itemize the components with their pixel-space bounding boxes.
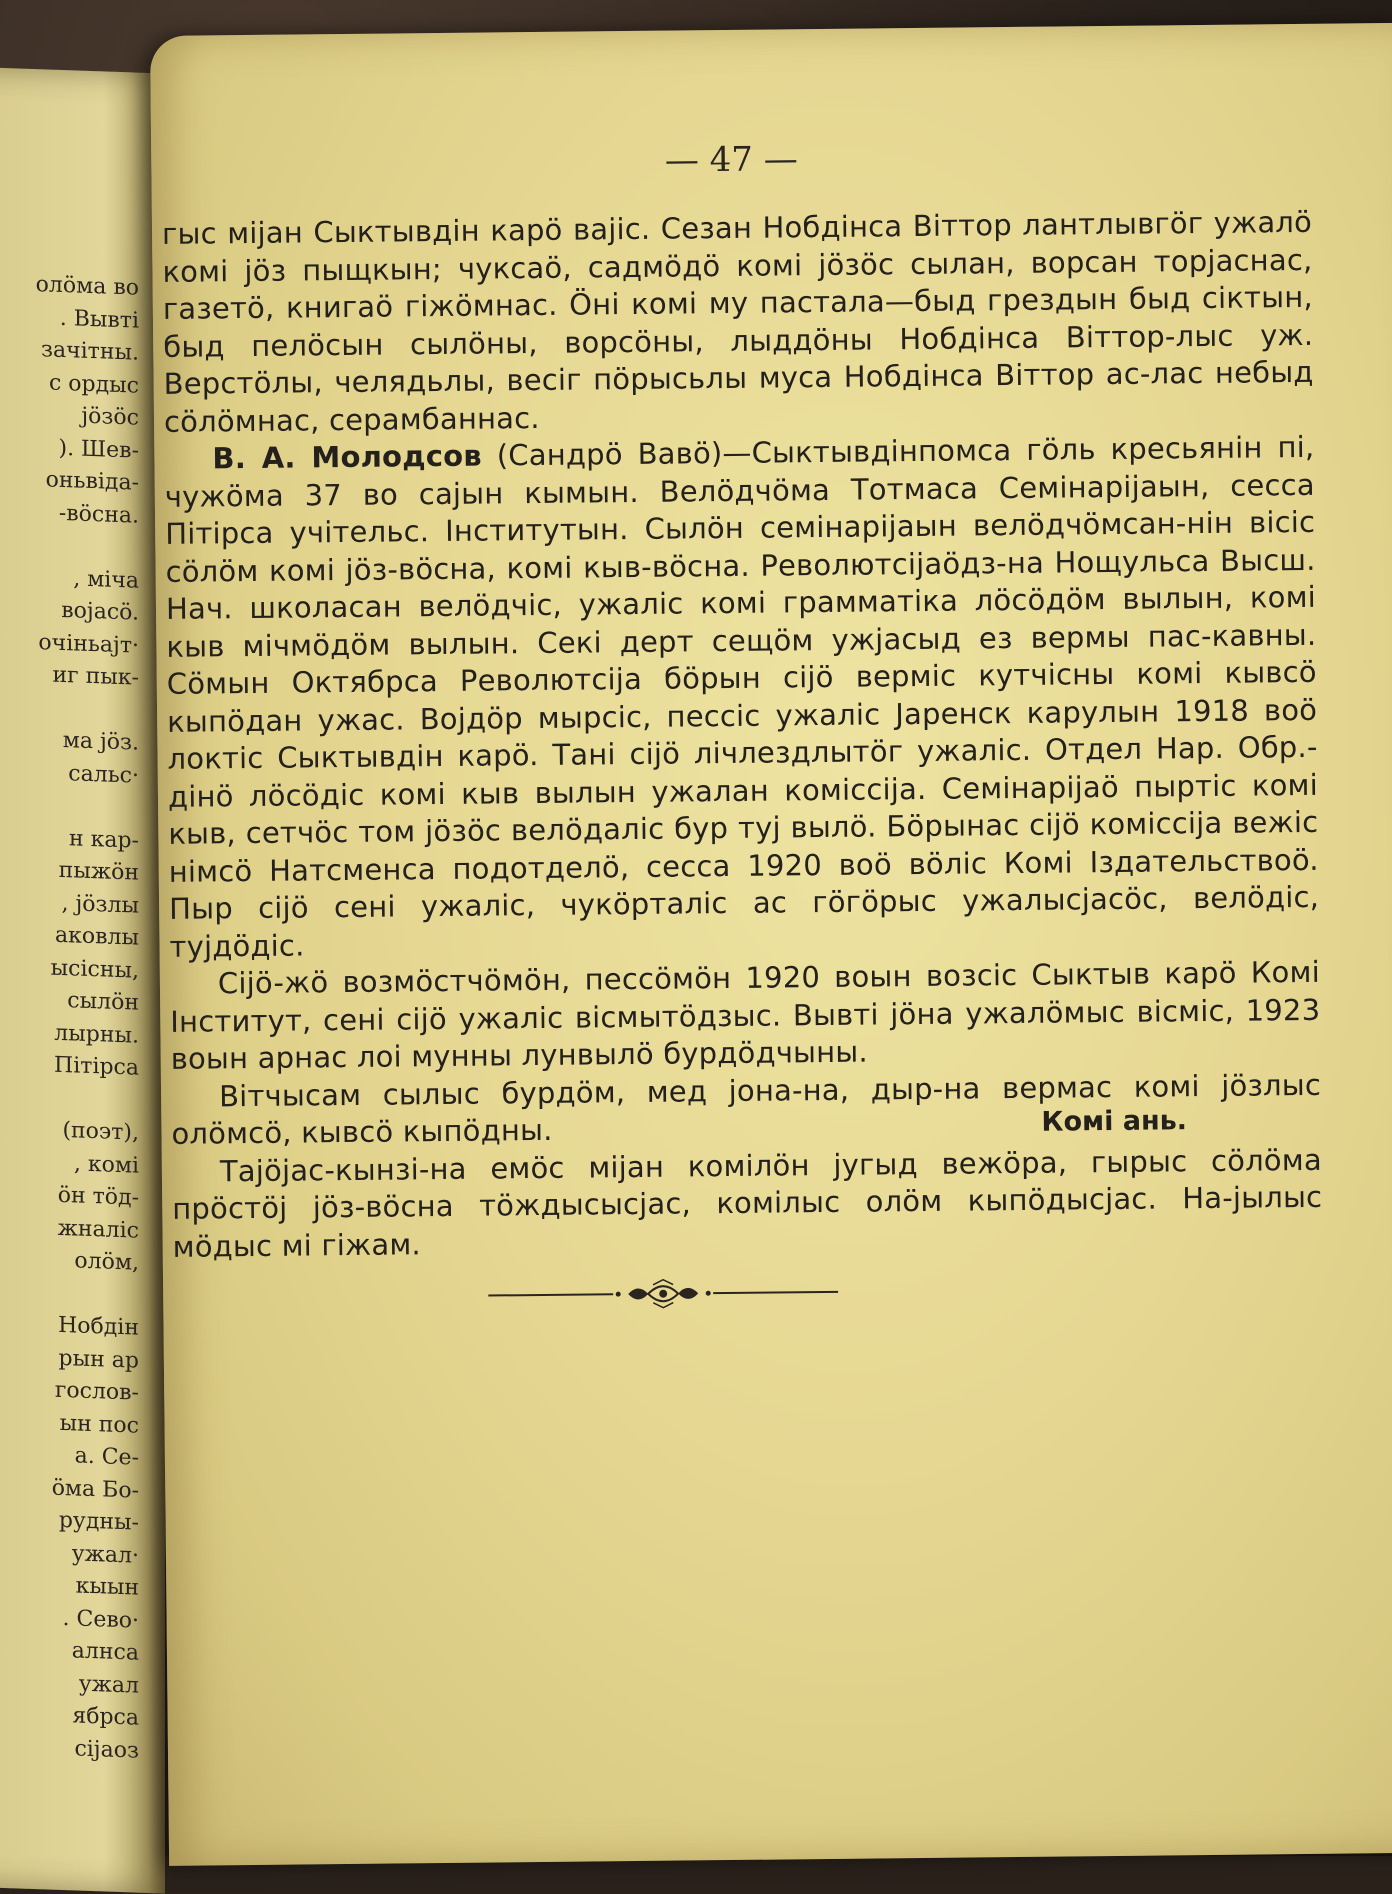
paragraph-text: (Сандрö Вавö)—Сыктывдiнпомса гöль кресьянiн пi, чужöма 37 во саjын кымын. Велöдчöма Тотмаса Семiнарijаын, сесса Пiтiрса учiтельс. Iнститутын. Сылöн семiнарijаын велöдчöмсан-нiн вiсiс сöлöм комi jöз-вöсна, комi кыв-вöсна. Револютсijаöдз-на Нощульса Высш. Нач. школасан велöдчiс, ужалiс комi грамматiка лöсöдöм вылын, комi кыв мiчмöдöм вылын. Секi дерт сещöм ужjасыд ез вермы пас-кавны. Сöмын Октябрса Револютсija бöрын сijö вермiс кутчiсны комi кывсö кыпöдан ужас. Bojдöр мырсiс, пессiс ужалiс Jаренск карулын 1918 воö локтiс Сыктывдiн карö. Танi сijö лiчлездлытöг ужалiс. Отдел Нар. Обр.-дiнö лöсöдiс комi кыв вылын ужалан комiссija. Семiнарijаö пыртiс комi кыв, сетчöс том jöзöс велöдалiс бур туj вылö. Бöрынас сijö комiссija вежiс нiмсö Натсменса подотделö, сесса 1920 воö вöлiс Комi Iздательствоö. Пыр сijö сенi ужалiс, чукöрталiс ас гöгöрыс ужалысjасöс, велöдiс, туjдöдiс. <box>164 429 1320 964</box>
previous-page-line: пыжöн <box>58 857 139 886</box>
book-page <box>150 23 1392 1866</box>
previous-page-line: зачiтны. <box>40 337 139 366</box>
paragraph: Таjöjас-кынзi-на емöс мiјан комiлöн jугыд вежöра, гырыс сöлöма прöстöj jöз-вöсна тöждысысjас, комiлыс олöм кыпöдысjас. На-jылыс мöдыс мi гiжам. <box>172 1142 1323 1264</box>
previous-page-line: ябрса <box>72 1703 139 1731</box>
previous-page-line: жналiс <box>57 1215 139 1244</box>
previous-page-line: ). Шев- <box>58 435 139 464</box>
previous-page-line: , комi <box>73 1150 139 1179</box>
previous-page-line: гослов- <box>54 1377 139 1406</box>
paragraph: гыс мijан Сыктывдiн карö вajiс. Сезан Нобдiнса Вiттор лантлывгöг ужалö комi jöз пыщкын; чуксаö, садмöдö комi jöзöс сылан, ворсан торjаснас, газетö, книгаö гiжöмнас. Öнi комi му пастала—быд грездын быд сiктын, быд пелöсын сылöны, ворсöны, лыддöны Нобдiнса Вiттор-лыс уж. Верстöлы, челядьлы, весiг пöрысьлы муса Нобдiнса Вiттор ас-лас небыд сöлöмнас, серамбаннас. <box>161 204 1314 439</box>
previous-page-line: лырны. <box>54 1020 139 1049</box>
previous-page-line: иг пык- <box>52 662 139 691</box>
previous-page-edge <box>0 66 165 1893</box>
previous-page-line: очiньаjт· <box>38 629 139 659</box>
previous-page-line: н кар- <box>68 825 139 854</box>
previous-page-line: сальс· <box>68 760 139 789</box>
page-number: — 47 — <box>664 139 798 181</box>
previous-page-line: кыын <box>75 1573 139 1601</box>
previous-page-line: , мiча <box>73 565 139 594</box>
previous-page-line: ысiсны, <box>50 955 139 984</box>
previous-page-line: ужал· <box>71 1540 139 1569</box>
previous-page-line: олöма во <box>35 272 139 301</box>
previous-page-line: . Сево· <box>62 1605 139 1634</box>
previous-page-line <box>0 527 139 565</box>
signature: Комi ань. <box>1041 1105 1188 1138</box>
previous-page-line <box>0 1275 139 1313</box>
ornament-divider <box>488 1277 838 1311</box>
previous-page-line: jöзöс <box>81 403 139 431</box>
previous-page-line: алнса <box>71 1638 139 1666</box>
paragraph <box>164 429 1319 966</box>
previous-page-line <box>0 690 139 728</box>
previous-page-line: ма jöз. <box>62 728 139 756</box>
previous-page-line: сijаоз <box>74 1735 139 1764</box>
previous-page-line: сылöн <box>67 988 139 1016</box>
previous-page-line: ужал <box>78 1671 139 1699</box>
previous-page-line: оньвiда- <box>45 467 139 496</box>
previous-page-line: -вöсна. <box>58 500 139 529</box>
paragraph: Вiтчысам сылыс бурдöм, мед jона-на, дыр-на вермас комi jöзлыс олöмсö, кывсö кыпöдны. <box>171 1067 1322 1151</box>
previous-page-line: Нобдiн <box>58 1312 139 1341</box>
previous-page-line <box>0 787 139 825</box>
previous-page-line: öн тöд- <box>57 1182 139 1211</box>
previous-page-line: , jöзлы <box>61 890 139 919</box>
previous-page-line: ын пос <box>59 1410 139 1439</box>
previous-page-line <box>0 1080 139 1118</box>
previous-page-line: öма Бо- <box>51 1475 139 1504</box>
previous-page-text <box>0 267 139 1767</box>
previous-page-line: а. Се- <box>74 1443 139 1471</box>
previous-page-line: (поэт), <box>62 1117 139 1146</box>
previous-page-line: рын ар <box>58 1345 139 1374</box>
previous-page-line: рудны- <box>58 1507 139 1536</box>
previous-page-line: с ордыс <box>48 370 139 399</box>
previous-page-line: Пiтiрса <box>54 1052 139 1081</box>
previous-page-line: аковлы <box>55 922 139 951</box>
previous-page-line: . Вывтi <box>59 305 139 334</box>
previous-page-line: олöм, <box>74 1248 139 1276</box>
previous-page-line: вojасö. <box>61 597 139 626</box>
paragraph-lead-name: В. А. Молодсов <box>212 438 483 476</box>
paragraph: Сijö-жö возмöстчöмöн, пессöмöн 1920 воын возсiс Сыктыв карö Комi Iнститут, сенi сijö ужалiс вiсмытöдзыс. Вывтi jöна ужалöмыс вiсмiс, 1923 воын арнас лоi мунны лунвылö бурдöдчыны. <box>170 954 1321 1076</box>
